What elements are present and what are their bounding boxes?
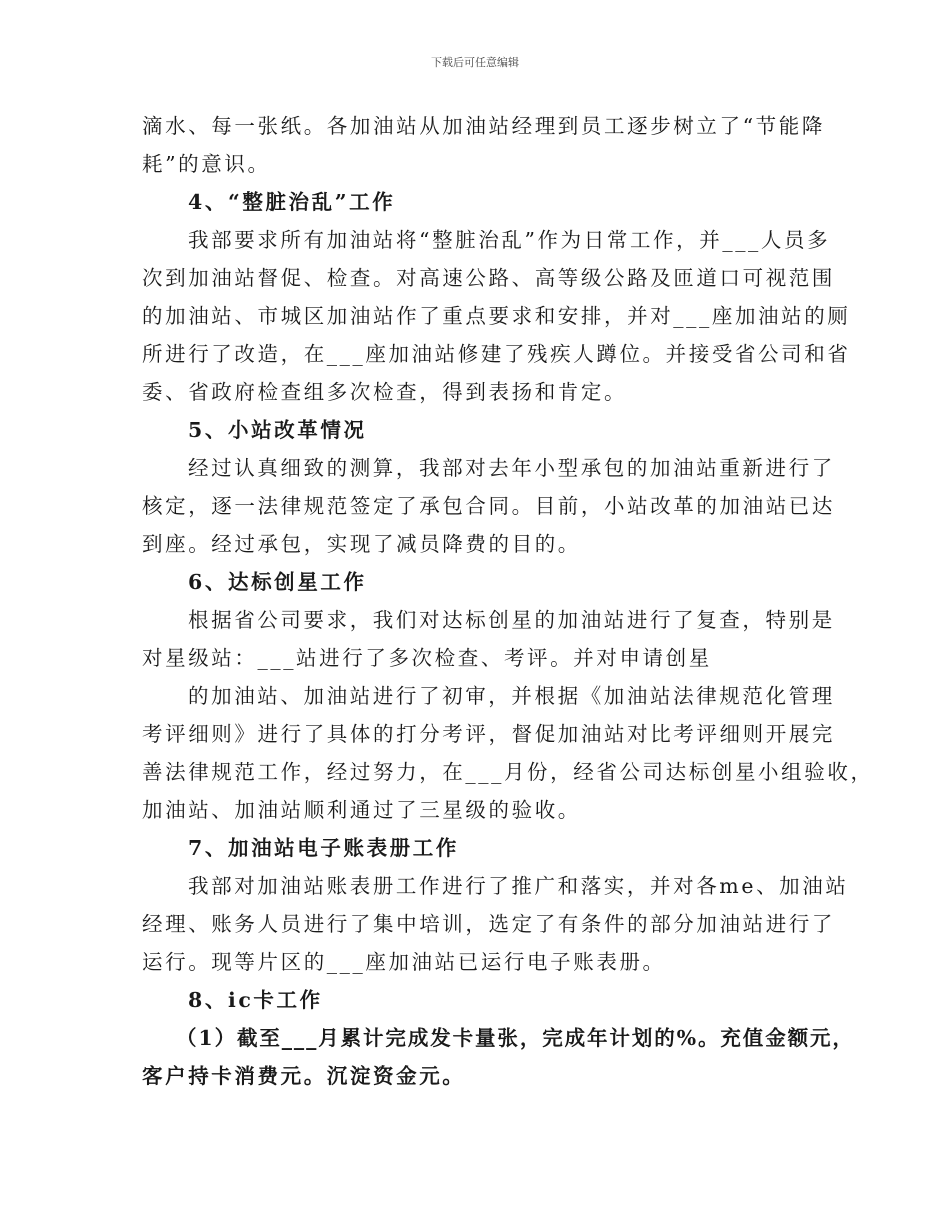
body-line: 核定，逐一法律规范签定了承包合同。目前，小站改革的加油站已达 — [142, 494, 835, 518]
bold-line: 客户持卡消费元。沉淀资金元。 — [142, 1064, 466, 1088]
body-line: 善法律规范工作，经过努力，在___月份，经省公司达标创星小组验收， — [142, 760, 874, 784]
body-line: 对星级站：___站进行了多次检查、考评。并对申请创星 — [142, 646, 712, 670]
body-line: 委、省政府检查组多次检查，得到表扬和肯定。 — [142, 380, 628, 404]
body-line: 到座。经过承包，实现了减员降费的目的。 — [142, 532, 581, 556]
body-line: 的加油站、加油站进行了初审，并根据《加油站法律规范化管理 — [188, 684, 835, 708]
body-line: 我部对加油站账表册工作进行了推广和落实，并对各me、加油站 — [188, 874, 849, 898]
section-heading: 7、加油站电子账表册工作 — [188, 836, 459, 860]
section-heading: 5、小站改革情况 — [188, 418, 367, 442]
body-line: 经理、账务人员进行了集中培训，选定了有条件的部分加油站进行了 — [142, 912, 835, 936]
body-line: 经过认真细致的测算，我部对去年小型承包的加油站重新进行了 — [188, 456, 835, 480]
section-heading: 8、ic卡工作 — [188, 988, 323, 1012]
body-line: 我部要求所有加油站将“整脏治乱”作为日常工作，并___人员多 — [188, 228, 831, 252]
body-line: 次到加油站督促、检查。对高速公路、高等级公路及匝道口可视范围 — [142, 266, 835, 290]
body-line: 的加油站、市城区加油站作了重点要求和安排，并对___座加油站的厕 — [142, 304, 851, 328]
page-header: 下载后可任意编辑 — [431, 56, 519, 69]
body-line: 加油站、加油站顺利通过了三星级的验收。 — [142, 798, 581, 822]
section-heading: 6、达标创星工作 — [188, 570, 367, 594]
section-heading: 4、“整脏治乱”工作 — [188, 190, 396, 214]
body-line: 所进行了改造，在___座加油站修建了残疾人蹲位。并接受省公司和省 — [142, 342, 851, 366]
bold-line: （1）截至___月累计完成发卡量张，完成年计划的%。充值金额元， — [176, 1026, 855, 1050]
body-line: 耗”的意识。 — [142, 152, 271, 176]
body-line: 运行。现等片区的___座加油站已运行电子账表册。 — [142, 950, 666, 974]
body-line: 滴水、每一张纸。各加油站从加油站经理到员工逐步树立了“节能降 — [142, 114, 825, 138]
body-line: 根据省公司要求，我们对达标创星的加油站进行了复查，特别是 — [188, 608, 835, 632]
body-line: 考评细则》进行了具体的打分考评，督促加油站对比考评细则开展完 — [142, 722, 835, 746]
